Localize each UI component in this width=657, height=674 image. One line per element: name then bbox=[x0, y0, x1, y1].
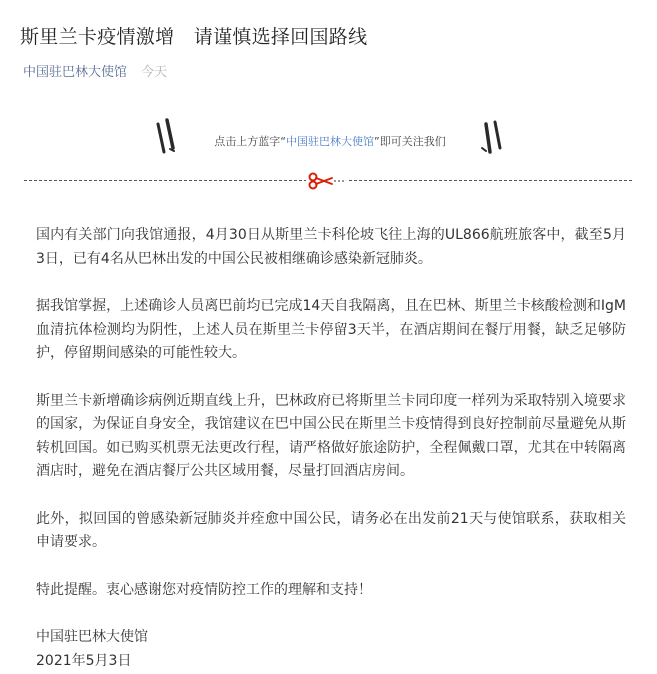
article-paragraph: 特此提醒。衷心感谢您对疫情防控工作的理解和支持！ bbox=[36, 581, 372, 598]
article-body bbox=[36, 224, 626, 673]
article-paragraph: 国内有关部门向我馆通报，4月30日从斯里兰卡科伦坡飞往上海的UL866航班旅客中，截至5月3日，已有4名从巴林出发的中国公民被相继确诊感染新冠肺炎。 bbox=[36, 227, 626, 267]
publish-date: 今天 bbox=[141, 65, 168, 80]
follow-prompt bbox=[188, 133, 472, 149]
follow-banner bbox=[150, 118, 510, 162]
article-paragraph: 据我馆掌握，上述确诊人员离巴前均已完成14天自我隔离，且在巴林、斯里兰卡核酸检测和IgM血清抗体检测均为阴性，上述人员在斯里兰卡停留3天半，在酒店期间在餐厅用餐，缺乏足够防护，停留期间感染的可能性较大。 bbox=[36, 298, 626, 361]
brush-slash-right-icon bbox=[472, 118, 510, 158]
follow-prompt-prefix: 点击上方蓝字“ bbox=[214, 135, 286, 148]
article-title: 斯里兰卡疫情激增 请谨慎选择回国路线 bbox=[20, 26, 368, 48]
article-meta bbox=[23, 61, 167, 80]
account-name-link[interactable]: 中国驻巴林大使馆 bbox=[23, 65, 128, 80]
scissors-ornament-icon bbox=[306, 172, 348, 190]
signature-date: 2021年5月3日 bbox=[36, 652, 132, 669]
article-paragraph: 此外，拟回国的曾感染新冠肺炎并痊愈中国公民，请务必在出发前21天与使馆联系，获取相关申请要求。 bbox=[36, 510, 626, 550]
signature-org: 中国驻巴林大使馆 bbox=[36, 629, 148, 645]
follow-prompt-suffix: ”即可关注我们 bbox=[374, 135, 446, 148]
brush-slash-left-icon bbox=[150, 118, 188, 158]
follow-account-link[interactable]: 中国驻巴林大使馆 bbox=[286, 135, 374, 148]
article-paragraph: 斯里兰卡新增确诊病例近期直线上升，巴林政府已将斯里兰卡同印度一样列为采取特别入境要求的国家，为保证自身安全，我馆建议在巴中国公民在斯里兰卡疫情得到良好控制前尽量避免从斯转机回国。如已购买机票无法更改行程，请严格做好旅途防护，全程佩戴口罩，尤其在中转隔离酒店时，避免在酒店餐厅公共区域用餐，尽量打回酒店房间。 bbox=[36, 392, 626, 479]
